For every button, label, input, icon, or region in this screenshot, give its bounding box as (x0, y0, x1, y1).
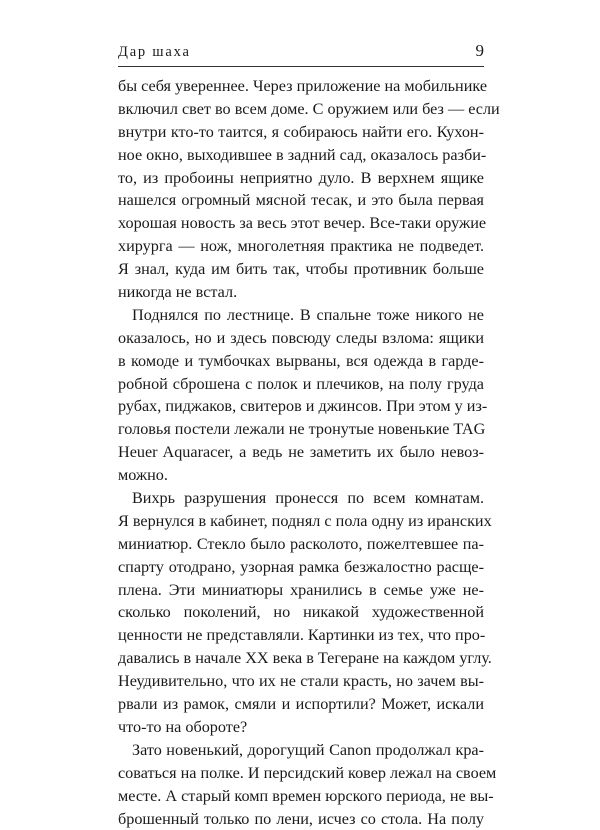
book-page (118, 0, 484, 750)
text-line: Поднялся по лестнице. В спальне тоже никого не (118, 304, 484, 327)
text-line: головья постели лежали не тронутые новенькие TAG (118, 418, 484, 441)
text-line: рвали из рамок, смяли и испортили? Может, искали (118, 693, 484, 716)
text-line: никогда не встал. (118, 281, 484, 304)
text-line: спарту отодрано, узорная рамка безжалостно расще- (118, 556, 484, 579)
page-number: 9 (476, 41, 485, 61)
text-line: внутри кто-то таится, я собираюсь найти его. Кухон- (118, 121, 484, 144)
paragraph (118, 75, 484, 304)
text-line: ное окно, выходившее в задний сад, оказалось разби- (118, 144, 484, 167)
text-line: миниатюр. Стекло было расколото, пожелтевшее па- (118, 533, 484, 556)
text-line: Heuer Aquaracer, а ведь не заметить их было невоз- (118, 441, 484, 464)
text-line: Я знал, куда им бить так, чтобы противник больше (118, 258, 484, 281)
text-line: Вихрь разрушения пронесся по всем комнатам. (118, 487, 484, 510)
text-line: то, из пробоины неприятно дуло. В верхнем ящике (118, 167, 484, 190)
text-line: включил свет во всем доме. С оружием или без — если (118, 98, 484, 121)
text-line: робной сброшена с полок и плечиков, на полу груда (118, 373, 484, 396)
text-line: соваться на полке. И персидский ковер лежал на своем (118, 762, 484, 785)
text-line: месте. А старый комп времен юрского периода, не вы- (118, 785, 484, 808)
paragraph (118, 304, 484, 487)
text-line: бы себя увереннее. Через приложение на мобильнике (118, 75, 484, 98)
text-line: давались в начале XX века в Тегеране на каждом углу. (118, 647, 484, 670)
text-line: Я вернулся в кабинет, поднял с пола одну из иранских (118, 510, 484, 533)
text-line: хорошая новость за весь этот вечер. Все-таки оружие (118, 212, 484, 235)
text-line: Неудивительно, что их не стали красть, но зачем вы- (118, 670, 484, 693)
text-line: в комоде и тумбочках вырваны, вся одежда в гарде- (118, 350, 484, 373)
text-line: ценности не представляли. Картинки из тех, что про- (118, 624, 484, 647)
body-text (118, 75, 484, 830)
text-line: Зато новенький, дорогущий Canon продолжал кра- (118, 739, 484, 762)
text-line: нашелся огромный мясной тесак, и это была первая (118, 189, 484, 212)
text-line: что-то на обороте? (118, 716, 484, 739)
text-line: рубах, пиджаков, свитеров и джинсов. При этом у из- (118, 395, 484, 418)
text-line: хирурга — нож, многолетняя практика не подведет. (118, 235, 484, 258)
text-line: оказалось, но и здесь повсюду следы взлома: ящики (118, 327, 484, 350)
paragraph (118, 739, 484, 830)
running-head (118, 40, 484, 62)
running-title: Дар шаха (118, 44, 191, 61)
text-line: можно. (118, 464, 484, 487)
text-line: брошенный только по лени, исчез со стола. На полу (118, 808, 484, 830)
text-line: плена. Эти миниатюры хранились в семье уже не- (118, 579, 484, 602)
text-line: сколько поколений, но никакой художественной (118, 601, 484, 624)
header-rule (118, 66, 484, 67)
paragraph (118, 487, 484, 739)
